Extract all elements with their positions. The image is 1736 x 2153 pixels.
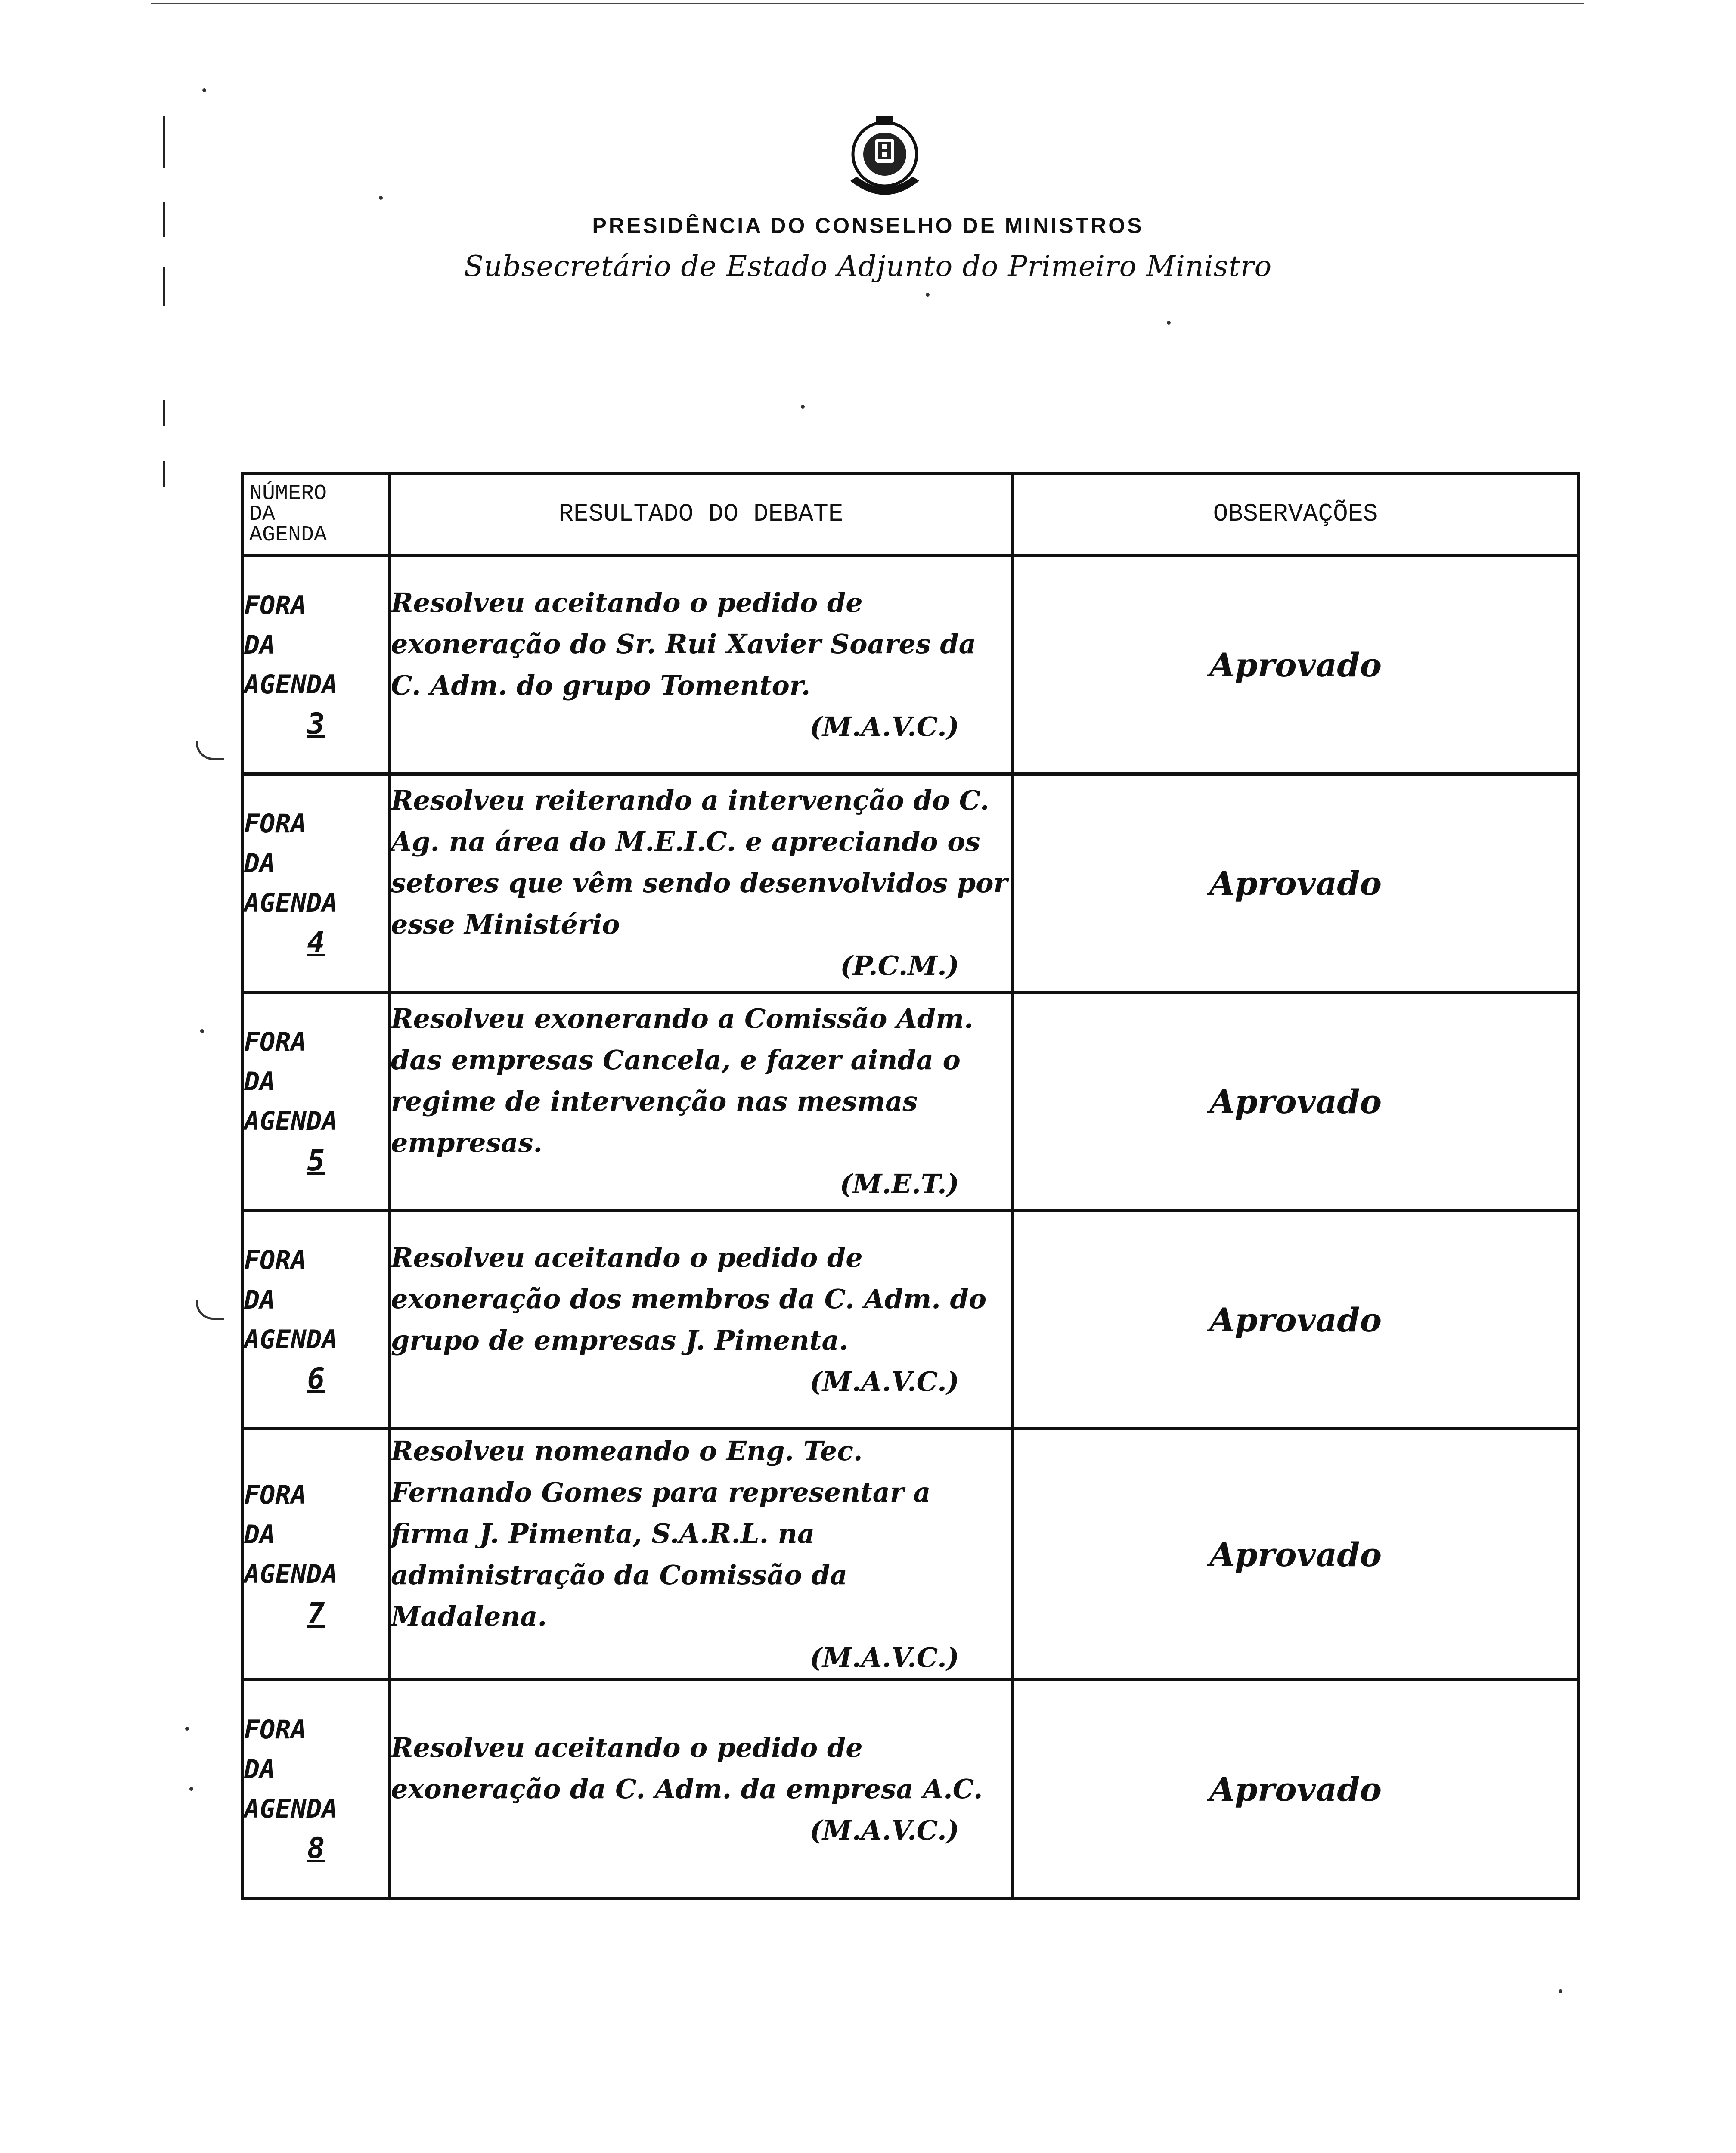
paper-speck [200, 1029, 204, 1033]
agenda-label: AGENDA [244, 1106, 338, 1136]
header-number-line: DA [249, 502, 276, 527]
agenda-number-cell [243, 1680, 390, 1899]
table-header-row [243, 473, 1579, 556]
agenda-label: FORA [244, 1245, 307, 1275]
observation-status: Aprovado [1013, 1429, 1579, 1680]
header-number-line: AGENDA [249, 522, 327, 547]
table-row [243, 556, 1579, 774]
resolution-text: Resolveu aceitando o pedido de exoneração dos membros da C. Adm. do grupo de empresas J. Pimenta. [391, 1242, 987, 1356]
observation-status: Aprovado [1013, 1680, 1579, 1899]
agenda-number: 5 [307, 1144, 325, 1178]
debate-result-cell [390, 774, 1013, 993]
agenda-number-cell [243, 993, 390, 1211]
margin-bracket [196, 1300, 224, 1320]
debate-result-cell [390, 1429, 1013, 1680]
debate-result-cell [390, 1680, 1013, 1899]
binder-mark [163, 461, 165, 487]
table-row [243, 1680, 1579, 1899]
paper-speck [202, 88, 206, 92]
paper-speck [926, 293, 930, 297]
ministry-reference: (M.A.V.C.) [809, 711, 959, 742]
binder-mark [163, 116, 165, 168]
agenda-number-cell [243, 556, 390, 774]
agenda-number-cell [243, 1429, 390, 1680]
margin-bracket [196, 741, 224, 760]
agenda-number: 6 [307, 1362, 325, 1396]
header-debate-result: RESULTADO DO DEBATE [390, 473, 1013, 556]
header-observations: OBSERVAÇÕES [1013, 473, 1579, 556]
paper-speck [189, 1787, 193, 1791]
table-row [243, 993, 1579, 1211]
paper-speck [1167, 321, 1171, 325]
resolution-text: Resolveu nomeando o Eng. Tec. Fernando Gomes para representar a firma J. Pimenta, S.A.R.L. na administração da Comissão da Madalena. [391, 1435, 931, 1632]
agenda-label: FORA [244, 1480, 307, 1510]
agenda-number-cell [243, 1211, 390, 1429]
agenda-label: DA [244, 1520, 276, 1550]
agenda-label: AGENDA [244, 670, 338, 700]
agenda-label: FORA [244, 590, 307, 620]
agenda-label: FORA [244, 1715, 307, 1745]
header-number-line: NÚMERO [249, 481, 327, 506]
resolution-text: Resolveu aceitando o pedido de exoneração do Sr. Rui Xavier Soares da C. Adm. do grupo Tomentor. [391, 587, 976, 701]
debate-result-cell [390, 993, 1013, 1211]
binder-mark [163, 400, 165, 426]
agenda-label: AGENDA [244, 888, 338, 918]
agenda-label: AGENDA [244, 1559, 338, 1589]
observation-status: Aprovado [1013, 993, 1579, 1211]
observation-status: Aprovado [1013, 774, 1579, 993]
agenda-label: AGENDA [244, 1325, 338, 1355]
agenda-number: 3 [307, 707, 325, 741]
paper-speck [1559, 1989, 1562, 1993]
header-agenda-number [243, 473, 390, 556]
paper-speck [379, 196, 383, 200]
agenda-label: FORA [244, 809, 307, 839]
resolution-text: Resolveu exonerando a Comissão Adm. das empresas Cancela, e fazer ainda o regime de intervenção nas mesmas empresas. [391, 1003, 973, 1158]
agenda-number: 4 [307, 925, 325, 959]
paper-speck [185, 1727, 189, 1731]
ministry-reference: (M.A.V.C.) [809, 1366, 959, 1397]
top-edge-rule [151, 3, 1584, 4]
debate-result-cell [390, 556, 1013, 774]
observation-status: Aprovado [1013, 1211, 1579, 1429]
ministry-reference: (P.C.M.) [840, 950, 959, 981]
ministry-reference: (M.E.T.) [840, 1168, 959, 1200]
agenda-label: DA [244, 630, 276, 660]
debate-results-table [241, 472, 1580, 1900]
agenda-number: 8 [307, 1831, 325, 1865]
agenda-label: FORA [244, 1027, 307, 1057]
table-row [243, 774, 1579, 993]
agenda-label: DA [244, 1754, 276, 1784]
agenda-label: DA [244, 1285, 276, 1315]
table-row [243, 1429, 1579, 1680]
organization-name: PRESIDÊNCIA DO CONSELHO DE MINISTROS [592, 214, 1144, 238]
debate-result-cell [390, 1211, 1013, 1429]
coat-of-arms-icon [833, 108, 936, 211]
ministry-reference: (M.A.V.C.) [809, 1815, 959, 1846]
agenda-number-cell [243, 774, 390, 993]
observation-status: Aprovado [1013, 556, 1579, 774]
agenda-label: DA [244, 1067, 276, 1097]
agenda-number: 7 [307, 1597, 325, 1631]
suborganization-name: Subsecretário de Estado Adjunto do Primeiro Ministro [464, 250, 1272, 283]
ministry-reference: (M.A.V.C.) [809, 1642, 959, 1673]
paper-speck [801, 405, 805, 409]
table-row [243, 1211, 1579, 1429]
agenda-label: AGENDA [244, 1794, 338, 1824]
resolution-text: Resolveu aceitando o pedido de exoneração da C. Adm. da empresa A.C. [391, 1732, 983, 1805]
resolution-text: Resolveu reiterando a intervenção do C. Ag. na área do M.E.I.C. e apreciando os setores que vêm sendo desenvolvidos por esse Ministério [391, 785, 1008, 940]
agenda-label: DA [244, 848, 276, 878]
